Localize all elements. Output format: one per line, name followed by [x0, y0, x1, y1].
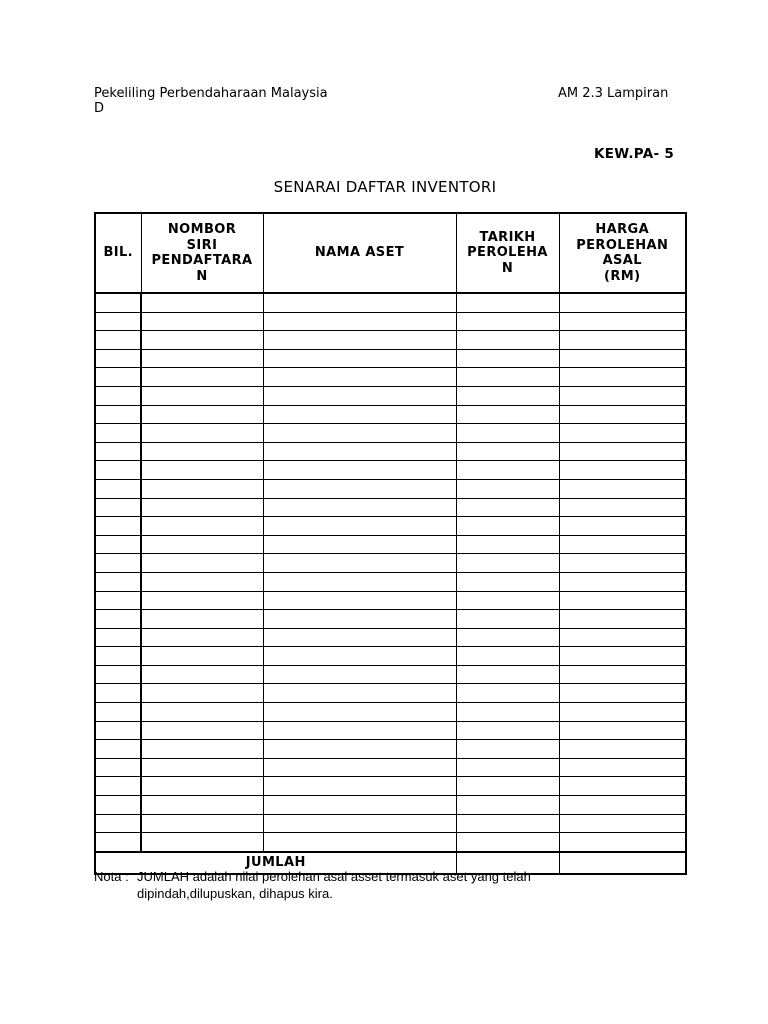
table-cell[interactable]: [141, 312, 263, 331]
table-row: [95, 554, 686, 573]
column-header-harga: HARGA PEROLEHAN ASAL (RM): [559, 213, 686, 293]
table-cell[interactable]: [141, 368, 263, 387]
circular-reference-line1: Pekeliling Perbendaharaan Malaysia: [94, 86, 328, 101]
table-cell[interactable]: [456, 386, 559, 405]
table-cell[interactable]: [141, 777, 263, 796]
table-row: [95, 461, 686, 480]
table-cell[interactable]: [95, 684, 141, 703]
table-cell[interactable]: [559, 684, 686, 703]
table-cell[interactable]: [141, 703, 263, 722]
table-cell[interactable]: [263, 721, 456, 740]
column-header-nombor-siri: NOMBOR SIRI PENDAFTARA N: [141, 213, 263, 293]
table-cell[interactable]: [141, 535, 263, 554]
table-cell[interactable]: [456, 833, 559, 852]
table-cell[interactable]: [141, 665, 263, 684]
table-row: [95, 665, 686, 684]
table-cell[interactable]: [456, 628, 559, 647]
table-cell[interactable]: [456, 554, 559, 573]
table-cell[interactable]: [95, 293, 141, 312]
page-title: SENARAI DAFTAR INVENTORI: [273, 178, 497, 196]
table-cell[interactable]: [95, 535, 141, 554]
table-cell[interactable]: [559, 591, 686, 610]
column-header-tarikh: TARIKH PEROLEHA N: [456, 213, 559, 293]
table-cell[interactable]: [263, 535, 456, 554]
table-row: [95, 721, 686, 740]
table-cell[interactable]: [559, 777, 686, 796]
table-cell[interactable]: [263, 517, 456, 536]
table-cell[interactable]: [263, 572, 456, 591]
table-cell[interactable]: [456, 293, 559, 312]
table-cell[interactable]: [559, 517, 686, 536]
column-header-bil: BIL.: [95, 213, 141, 293]
table-cell[interactable]: [263, 479, 456, 498]
table-cell[interactable]: [559, 758, 686, 777]
table-cell[interactable]: [141, 349, 263, 368]
table-cell[interactable]: [95, 591, 141, 610]
table-cell[interactable]: [456, 424, 559, 443]
table-cell[interactable]: [95, 479, 141, 498]
table-row: [95, 703, 686, 722]
table-cell[interactable]: [559, 424, 686, 443]
table-cell[interactable]: [95, 424, 141, 443]
table-cell[interactable]: [95, 312, 141, 331]
table-cell[interactable]: [95, 647, 141, 666]
table-row: [95, 442, 686, 461]
table-cell[interactable]: [263, 796, 456, 815]
table-cell[interactable]: [263, 368, 456, 387]
table-cell[interactable]: [456, 405, 559, 424]
table-cell[interactable]: [141, 517, 263, 536]
table-cell[interactable]: [559, 740, 686, 759]
table-cell[interactable]: [95, 721, 141, 740]
table-row: [95, 349, 686, 368]
table-cell[interactable]: [263, 777, 456, 796]
table-cell[interactable]: [141, 405, 263, 424]
circular-reference: [94, 86, 328, 116]
table-cell[interactable]: [456, 665, 559, 684]
table-cell[interactable]: [263, 461, 456, 480]
table-cell[interactable]: [263, 628, 456, 647]
table-cell[interactable]: [141, 554, 263, 573]
table-row: [95, 833, 686, 852]
table-cell[interactable]: [95, 833, 141, 852]
table-cell[interactable]: [559, 703, 686, 722]
table-row: [95, 405, 686, 424]
table-cell[interactable]: [456, 572, 559, 591]
table-row: [95, 740, 686, 759]
table-cell[interactable]: [263, 591, 456, 610]
table-cell[interactable]: [456, 684, 559, 703]
table-cell[interactable]: [456, 610, 559, 629]
table-cell[interactable]: [141, 461, 263, 480]
table-cell[interactable]: [95, 703, 141, 722]
table-cell[interactable]: [141, 721, 263, 740]
table-cell[interactable]: [456, 814, 559, 833]
table-cell[interactable]: [559, 461, 686, 480]
table-cell[interactable]: [559, 535, 686, 554]
table-cell[interactable]: [95, 758, 141, 777]
table-row: [95, 628, 686, 647]
table-cell[interactable]: [141, 796, 263, 815]
table-cell[interactable]: [141, 814, 263, 833]
total-label: JUMLAH: [95, 852, 456, 874]
table-cell[interactable]: [456, 479, 559, 498]
table-row: [95, 517, 686, 536]
table-cell[interactable]: [141, 442, 263, 461]
table-cell[interactable]: [456, 442, 559, 461]
table-row: [95, 777, 686, 796]
table-cell[interactable]: [456, 498, 559, 517]
table-cell[interactable]: [263, 349, 456, 368]
table-row: [95, 610, 686, 629]
table-cell[interactable]: [559, 368, 686, 387]
table-cell[interactable]: [456, 796, 559, 815]
table-cell[interactable]: [456, 647, 559, 666]
table-cell[interactable]: [95, 572, 141, 591]
table-cell[interactable]: [141, 424, 263, 443]
table-cell[interactable]: [456, 349, 559, 368]
table-row: [95, 591, 686, 610]
table-cell[interactable]: [141, 386, 263, 405]
table-cell[interactable]: [263, 814, 456, 833]
table-cell[interactable]: [559, 628, 686, 647]
table-cell[interactable]: [95, 405, 141, 424]
table-cell[interactable]: [559, 331, 686, 350]
table-cell[interactable]: [263, 405, 456, 424]
table-cell[interactable]: [263, 740, 456, 759]
table-cell[interactable]: [95, 517, 141, 536]
table-cell[interactable]: [456, 758, 559, 777]
table-cell[interactable]: [141, 628, 263, 647]
table-cell[interactable]: [263, 312, 456, 331]
table-row: [95, 796, 686, 815]
table-cell[interactable]: [263, 442, 456, 461]
table-cell[interactable]: [559, 665, 686, 684]
table-cell[interactable]: [141, 293, 263, 312]
table-row: [95, 647, 686, 666]
table-cell[interactable]: [456, 777, 559, 796]
table-cell[interactable]: [559, 647, 686, 666]
table-cell[interactable]: [559, 312, 686, 331]
table-row: [95, 758, 686, 777]
table-row: [95, 814, 686, 833]
table-cell[interactable]: [263, 647, 456, 666]
table-cell[interactable]: [456, 331, 559, 350]
footnote-text: JUMLAH adalah nilai perolehan asal asset termasuk aset yang telah dipindah,dilupuskan, dihapus kira.: [137, 869, 531, 901]
table-cell[interactable]: [559, 721, 686, 740]
table-row: [95, 368, 686, 387]
table-cell[interactable]: [456, 312, 559, 331]
table-cell[interactable]: [456, 517, 559, 536]
table-cell[interactable]: [95, 498, 141, 517]
table-cell[interactable]: [95, 665, 141, 684]
table-cell[interactable]: [95, 777, 141, 796]
table-cell[interactable]: [559, 833, 686, 852]
table-cell[interactable]: [559, 386, 686, 405]
table-cell[interactable]: [559, 498, 686, 517]
table-cell[interactable]: [263, 293, 456, 312]
table-cell[interactable]: [263, 331, 456, 350]
table-row: [95, 331, 686, 350]
table-cell[interactable]: [263, 498, 456, 517]
table-row: [95, 386, 686, 405]
table-cell[interactable]: [263, 554, 456, 573]
table-cell[interactable]: [141, 833, 263, 852]
column-header-nama-aset: NAMA ASET: [263, 213, 456, 293]
table-cell[interactable]: [559, 293, 686, 312]
table-cell[interactable]: [559, 442, 686, 461]
appendix-reference: AM 2.3 Lampiran: [558, 86, 669, 101]
table-cell[interactable]: [456, 591, 559, 610]
table-cell[interactable]: [456, 535, 559, 554]
table-cell[interactable]: [141, 331, 263, 350]
table-row: [95, 479, 686, 498]
table-cell[interactable]: [263, 386, 456, 405]
table-cell[interactable]: [263, 758, 456, 777]
table-cell[interactable]: [263, 833, 456, 852]
table-row: [95, 312, 686, 331]
table-cell[interactable]: [141, 740, 263, 759]
footnote-label: Nota :: [94, 869, 129, 884]
circular-reference-line2: D: [94, 101, 105, 116]
table-cell[interactable]: [456, 368, 559, 387]
table-cell[interactable]: [559, 610, 686, 629]
table-cell[interactable]: [456, 461, 559, 480]
table-cell[interactable]: [559, 572, 686, 591]
table-cell[interactable]: [141, 479, 263, 498]
table-cell[interactable]: [95, 814, 141, 833]
table-cell[interactable]: [95, 628, 141, 647]
table-cell[interactable]: [456, 740, 559, 759]
table-header-row: [95, 213, 686, 293]
table-cell[interactable]: [95, 349, 141, 368]
table-cell[interactable]: [263, 684, 456, 703]
table-cell[interactable]: [559, 814, 686, 833]
table-row: [95, 535, 686, 554]
table-cell[interactable]: [95, 442, 141, 461]
table-cell[interactable]: [263, 703, 456, 722]
table-cell[interactable]: [95, 610, 141, 629]
table-row: [95, 293, 686, 312]
table-cell[interactable]: [559, 796, 686, 815]
table-cell[interactable]: [456, 703, 559, 722]
table-cell[interactable]: [559, 349, 686, 368]
table-cell[interactable]: [263, 424, 456, 443]
table-cell[interactable]: [141, 758, 263, 777]
table-cell[interactable]: [559, 479, 686, 498]
table-cell[interactable]: [141, 591, 263, 610]
table-cell[interactable]: [141, 498, 263, 517]
table-cell[interactable]: [141, 572, 263, 591]
table-cell[interactable]: [95, 740, 141, 759]
table-cell[interactable]: [263, 610, 456, 629]
table-cell[interactable]: [95, 554, 141, 573]
table-cell[interactable]: [559, 554, 686, 573]
table-body: [95, 293, 686, 852]
table-row: [95, 572, 686, 591]
table-cell[interactable]: [456, 721, 559, 740]
table-row: [95, 684, 686, 703]
table-cell[interactable]: [559, 405, 686, 424]
table-cell[interactable]: [141, 647, 263, 666]
table-cell[interactable]: [95, 461, 141, 480]
table-cell[interactable]: [141, 610, 263, 629]
table-cell[interactable]: [95, 368, 141, 387]
table-row: [95, 498, 686, 517]
form-code: KEW.PA- 5: [594, 146, 675, 162]
table-cell[interactable]: [95, 386, 141, 405]
table-cell[interactable]: [95, 796, 141, 815]
inventory-table: [94, 212, 687, 875]
table-row: [95, 424, 686, 443]
table-cell[interactable]: [141, 684, 263, 703]
table-cell[interactable]: [263, 665, 456, 684]
table-cell[interactable]: [95, 331, 141, 350]
